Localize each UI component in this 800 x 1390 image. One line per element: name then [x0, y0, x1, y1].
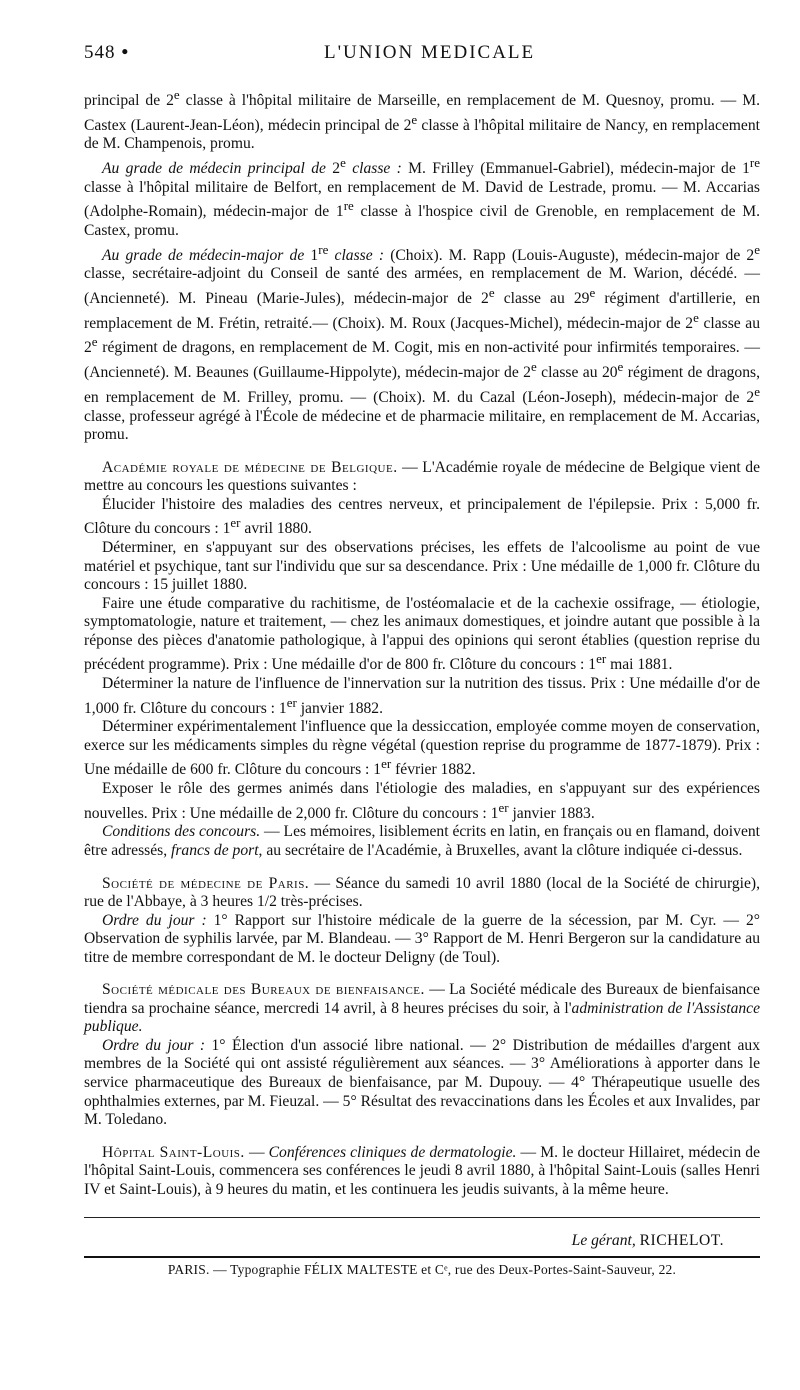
- paragraph: Au grade de médecin principal de 2e classe : M. Frilley (Emmanuel-Gabriel), médecin-major de 1re classe à l'hôpital militaire de Belfort, en remplacement de M. David de Lestrade, promu. — M. Accarias (Adolphe-Romain), médecin-major de 1re classe à l'hospice civil de Grenoble, en remplacement de M. Castex, promu.: [84, 155, 760, 240]
- journal-title: L'UNION MEDICALE: [324, 42, 536, 63]
- paragraph: Ordre du jour : 1° Élection d'un associé libre national. — 2° Distribution de médailles d'argent aux membres de la Société qui ont assisté régulièrement aux séances. — 3° Améliorations à apporter dans le service pharmaceutique des Bureaux de bienfaisance, par M. Dupouy. — 4° Thérapeutique usuelle des ophthalmies externes, par M. Fieuzal. — 5° Résultat des revaccinations dans les Écoles et aux Invalides, par M. Toledano.: [84, 1036, 760, 1129]
- paragraph: Déterminer expérimentalement l'influence que la dessiccation, employée comme moyen de conservation, exerce sur les médicaments simples du règne végétal (question reprise du programme de 1877-1879). Prix : Une médaille de 600 fr. Clôture du concours : 1er février 1882.: [84, 718, 760, 779]
- section-divider: [84, 1217, 760, 1218]
- paragraph: Déterminer la nature de l'influence de l'innervation sur la nutrition des tissus. Prix : Une médaille d'or de 1,000 fr. Clôture du concours : 1er janvier 1882.: [84, 675, 760, 717]
- paragraph: Hôpital Saint-Louis. — Conférences cliniques de dermatologie. — M. le docteur Hillairet, médecin de l'hôpital Saint-Louis, commencera ses conférences le jeudi 8 avril 1880, à l'hôpital Saint-Louis (salles Henri IV et Saint-Louis), à 9 heures du matin, et les continuera les jeudis suivants, à la même heure.: [84, 1143, 760, 1198]
- article-body: [84, 86, 760, 1199]
- page-number-group: [84, 42, 324, 64]
- signature-label: Le gérant,: [571, 1232, 636, 1250]
- paragraph: Académie royale de médecine de Belgique. — L'Académie royale de médecine de Belgique vient de mettre au concours les questions suivantes :: [84, 458, 761, 495]
- paragraph: Au grade de médecin-major de 1re classe : (Choix). M. Rapp (Louis-Auguste), médecin-major de 2e classe, secrétaire-adjoint du Conseil de santé des armées, en remplacement de M. Warion, décédé. — (Ancienneté). M. Pineau (Marie-Jules), médecin-major de 2e classe au 29e régiment d'artillerie, en remplacement de M. Frétin, retraité.— (Choix). M. Roux (Jacques-Michel), médecin-major de 2e classe au 2e régiment de dragons, en remplacement de M. Cogit, mis en non-activité pour infirmités temporaires. — (Ancienneté). M. Beaunes (Guillaume-Hippolyte), médecin-major de 2e classe au 20e régiment de dragons, en remplacement de M. Frilley, promu. — (Choix). M. du Cazal (Léon-Joseph), médecin-major de 2e classe, professeur agrégé à l'École de médecine et de pharmacie militaire, en remplacement de M. Accarias, promu.: [84, 241, 760, 444]
- paragraph: Ordre du jour : 1° Rapport sur l'histoire médicale de la guerre de la sécession, par M. Cyr. — 2° Observation de syphilis larvée, par M. Blandeau. — 3° Rapport de M. Henri Bergeron sur la candidature au titre de membre correspondant de M. le docteur Deligny (de Toul).: [84, 911, 760, 966]
- paragraph: Déterminer, en s'appuyant sur des observations précises, les effets de l'alcoolisme au point de vue matériel et psychique, tant sur l'individu que sur sa descendance. Prix : Une médaille de 1,000 fr. Clôture du concours : 15 juillet 1880.: [84, 539, 760, 594]
- header-bullet: •: [121, 42, 130, 63]
- signature-name: RICHELOT.: [639, 1232, 724, 1250]
- paragraph: Exposer le rôle des germes animés dans l'étiologie des maladies, en s'appuyant sur des expériences nouvelles. Prix : Une médaille de 2,000 fr. Clôture du concours : 1er janvier 1883.: [84, 780, 760, 822]
- paragraph: Société médicale des Bureaux de bienfaisance. — La Société médicale des Bureaux de bienfaisance tiendra sa prochaine séance, mercredi 14 avril, à 8 heures précises du soir, à l'administration de l'Assistance publique.: [84, 981, 761, 1036]
- page-header: [84, 42, 760, 70]
- paragraph: Conditions des concours. — Les mémoires, lisiblement écrits en latin, en français ou en flamand, doivent être adressés, francs de port, au secrétaire de l'Académie, à Bruxelles, avant la clôture indiquée ci-dessus.: [84, 823, 760, 859]
- paragraph: Élucider l'histoire des maladies des centres nerveux, et principalement de l'épilepsie. Prix : 5,000 fr. Clôture du concours : 1er avril 1880.: [84, 495, 760, 538]
- signature: [84, 1232, 760, 1250]
- footer-divider: [84, 1256, 760, 1258]
- paragraph: Société de médecine de Paris. — Séance du samedi 10 avril 1880 (local de la Société de chirurgie), rue de l'Abbaye, à 3 heures 1/2 très-précises.: [84, 874, 760, 911]
- paragraph: principal de 2e classe à l'hôpital militaire de Marseille, en remplacement de M. Quesnoy, promu. — M. Castex (Laurent-Jean-Léon), médecin principal de 2e classe à l'hôpital militaire de Nancy, en remplacement de M. Champenois, promu.: [84, 87, 760, 153]
- paragraph: Faire une étude comparative du rachitisme, de l'ostéomalacie et de la cachexie ossifrage, — étiologie, symptomatologie, nature et traitement, — chez les animaux domestiques, et joindre autant que possible à la réponse des pièces d'anatomie pathologique, à l'appui des opinions qui seront établies (question reprise du précédent programme). Prix : Une médaille d'or de 800 fr. Clôture du concours : 1er mai 1881.: [84, 594, 760, 674]
- page-number: 548: [84, 42, 116, 63]
- printer-imprint: PARIS. — Typographie FÉLIX MALTESTE et Cᵉ, rue des Deux-Portes-Saint-Sauveur, 22.: [167, 1262, 677, 1278]
